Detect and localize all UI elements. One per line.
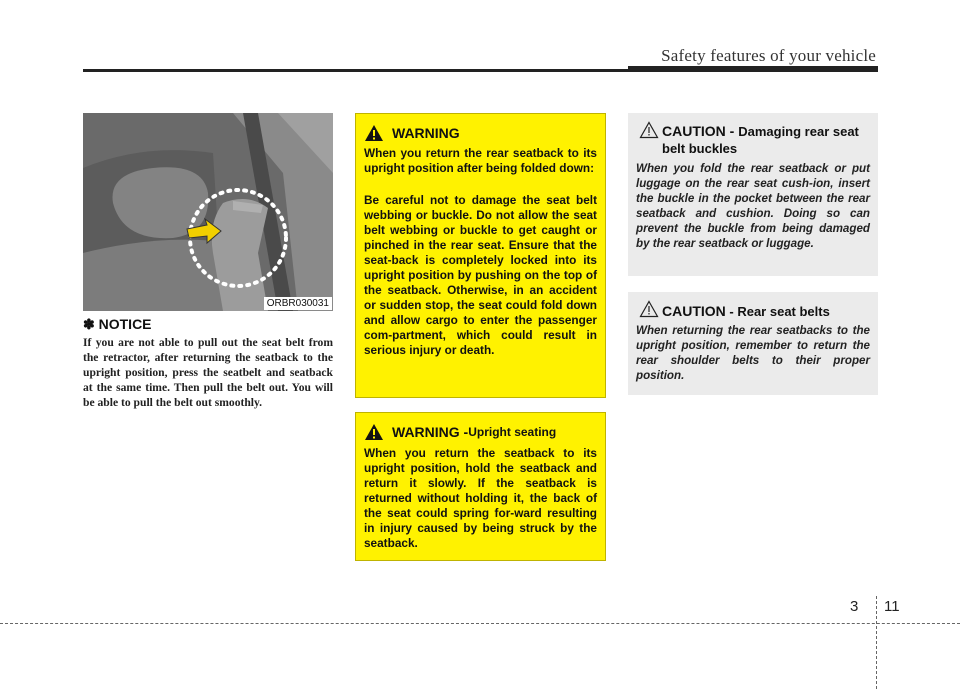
warning-title: WARNING — [392, 125, 460, 141]
notice-heading — [83, 316, 152, 333]
warning-body: When you return the seatback to its upright position, hold the seatback and return it slowly. If the seatback is returned without holding it, the back of the seat could spring for-ward resulting in injury caused by being struck by the seatback. — [364, 446, 597, 550]
notice-title: NOTICE — [98, 316, 152, 332]
page-number: 11 — [884, 598, 900, 615]
warning-body: Be careful not to damage the seat belt webbing or buckle. Do not allow the seat belt webbing or buckle to get caught or pinched in the rear seat. Ensure that the seat-back is completely locked into its upright position by pushing on the top of the seatback. Otherwise, in an accident or sudden stop, the seat could fold down and allow cargo to enter the passenger com-partment, which could result in serious injury or death. — [364, 193, 597, 357]
caution-subtitle: - Rear seat belts — [725, 304, 830, 319]
caution-heading — [662, 123, 870, 157]
caution-heading — [662, 303, 870, 320]
warning-triangle-icon — [364, 124, 384, 142]
caution-body: When you fold the rear seatback or put luggage on the rear seat cush-ion, insert the buckle in the pocket between the rear seatback and cushion. Doing so can prevent the buckle from being damaged by the rear seatback or luggage. — [636, 162, 870, 250]
chapter-number: 3 — [850, 598, 859, 615]
caution-body: When returning the rear seatbacks to the upright position, remember to return the rear shoulder belts to their proper position. — [636, 324, 870, 382]
caution-title: CAUTION — [662, 303, 726, 319]
warning-triangle-icon — [364, 423, 384, 441]
caution-box-buckles — [628, 113, 878, 276]
warning-title: WARNING - — [392, 424, 469, 440]
header-rule-accent — [628, 66, 878, 72]
section-title: Safety features of your vehicle — [661, 46, 876, 65]
warning-box-upright — [355, 412, 606, 561]
figure-code: ORBR030031 — [264, 297, 332, 310]
caution-box-belts — [628, 292, 878, 395]
caution-triangle-icon — [639, 121, 659, 139]
seatback-illustration — [83, 113, 333, 311]
caution-triangle-icon — [639, 300, 659, 318]
warning-intro: When you return the rear seatback to its upright position after being folded down: — [364, 146, 597, 175]
warning-box-fold — [355, 113, 606, 398]
footer-rule — [0, 623, 960, 624]
warning-subtitle: Upright seating — [468, 425, 557, 439]
notice-body: If you are not able to pull out the seat belt from the retractor, after returning the seatback to the upright position, press the seatbelt and seatback at the same time. Then pull the belt out. You will be able to pull the belt out smoothly. — [83, 336, 333, 409]
footer-divider — [876, 596, 877, 689]
seatback-drawing — [83, 113, 333, 311]
notice-symbol: ✽ — [83, 316, 95, 332]
caution-subtitle: Damaging rear seat belt buckles — [662, 124, 859, 156]
caution-title: CAUTION - — [662, 123, 739, 139]
warning-heading — [364, 124, 460, 142]
warning-heading — [364, 423, 556, 441]
